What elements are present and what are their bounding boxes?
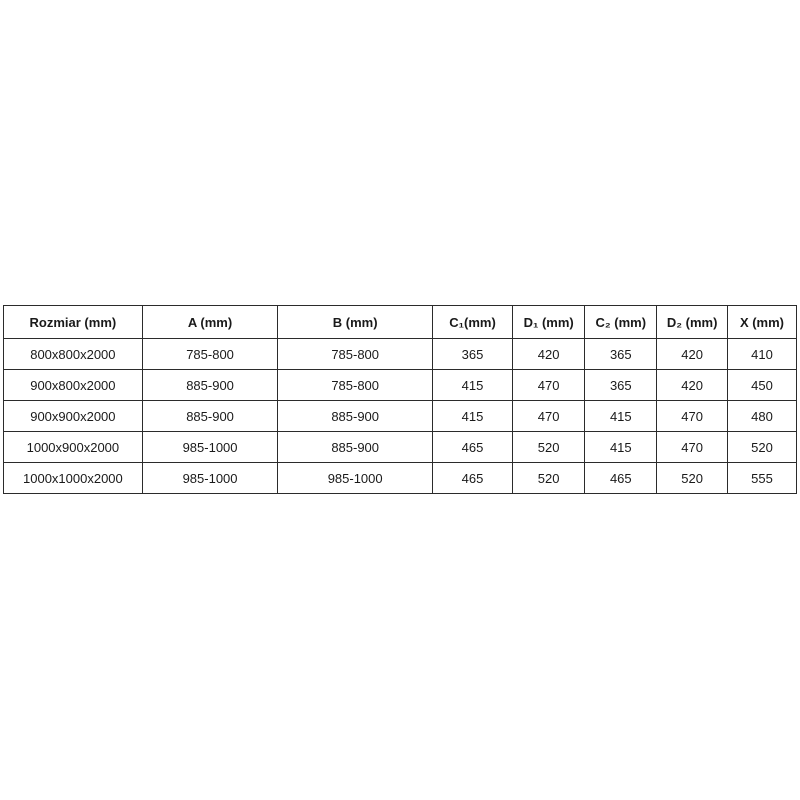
cell-b: 885-900 bbox=[278, 401, 433, 432]
cell-rozmiar: 1000x1000x2000 bbox=[4, 463, 143, 494]
cell-c1: 415 bbox=[432, 370, 512, 401]
cell-c2: 415 bbox=[585, 432, 657, 463]
cell-d1: 470 bbox=[513, 401, 585, 432]
cell-rozmiar: 900x900x2000 bbox=[4, 401, 143, 432]
column-header-d1: D₁ (mm) bbox=[513, 306, 585, 339]
cell-d1: 520 bbox=[513, 463, 585, 494]
cell-d2: 520 bbox=[657, 463, 728, 494]
cell-c2: 365 bbox=[585, 370, 657, 401]
cell-x: 555 bbox=[727, 463, 796, 494]
cell-a: 785-800 bbox=[142, 339, 278, 370]
table-row bbox=[4, 463, 797, 494]
cell-b: 885-900 bbox=[278, 432, 433, 463]
cell-x: 520 bbox=[727, 432, 796, 463]
cell-d1: 520 bbox=[513, 432, 585, 463]
cell-rozmiar: 900x800x2000 bbox=[4, 370, 143, 401]
column-header-d2: D₂ (mm) bbox=[657, 306, 728, 339]
cell-c2: 465 bbox=[585, 463, 657, 494]
column-header-rozmiar: Rozmiar (mm) bbox=[4, 306, 143, 339]
column-header-a: A (mm) bbox=[142, 306, 278, 339]
cell-c1: 415 bbox=[432, 401, 512, 432]
table-row bbox=[4, 339, 797, 370]
column-header-b: B (mm) bbox=[278, 306, 433, 339]
cell-c1: 465 bbox=[432, 432, 512, 463]
cell-a: 985-1000 bbox=[142, 432, 278, 463]
cell-rozmiar: 800x800x2000 bbox=[4, 339, 143, 370]
table-body bbox=[4, 339, 797, 494]
table-row bbox=[4, 370, 797, 401]
cell-b: 785-800 bbox=[278, 370, 433, 401]
column-header-x: X (mm) bbox=[727, 306, 796, 339]
cell-d2: 470 bbox=[657, 401, 728, 432]
cell-c2: 415 bbox=[585, 401, 657, 432]
table-row bbox=[4, 432, 797, 463]
cell-d1: 420 bbox=[513, 339, 585, 370]
cell-c2: 365 bbox=[585, 339, 657, 370]
cell-c1: 465 bbox=[432, 463, 512, 494]
cell-d2: 420 bbox=[657, 339, 728, 370]
cell-b: 985-1000 bbox=[278, 463, 433, 494]
column-header-c1: C₁(mm) bbox=[432, 306, 512, 339]
cell-a: 885-900 bbox=[142, 370, 278, 401]
cell-d2: 470 bbox=[657, 432, 728, 463]
table-header bbox=[4, 306, 797, 339]
header-row bbox=[4, 306, 797, 339]
cell-c1: 365 bbox=[432, 339, 512, 370]
cell-d2: 420 bbox=[657, 370, 728, 401]
cell-a: 985-1000 bbox=[142, 463, 278, 494]
cell-x: 480 bbox=[727, 401, 796, 432]
cell-rozmiar: 1000x900x2000 bbox=[4, 432, 143, 463]
cell-x: 410 bbox=[727, 339, 796, 370]
cell-x: 450 bbox=[727, 370, 796, 401]
cell-b: 785-800 bbox=[278, 339, 433, 370]
cell-d1: 470 bbox=[513, 370, 585, 401]
table-row bbox=[4, 401, 797, 432]
dimensions-table bbox=[3, 305, 797, 494]
column-header-c2: C₂ (mm) bbox=[585, 306, 657, 339]
cell-a: 885-900 bbox=[142, 401, 278, 432]
